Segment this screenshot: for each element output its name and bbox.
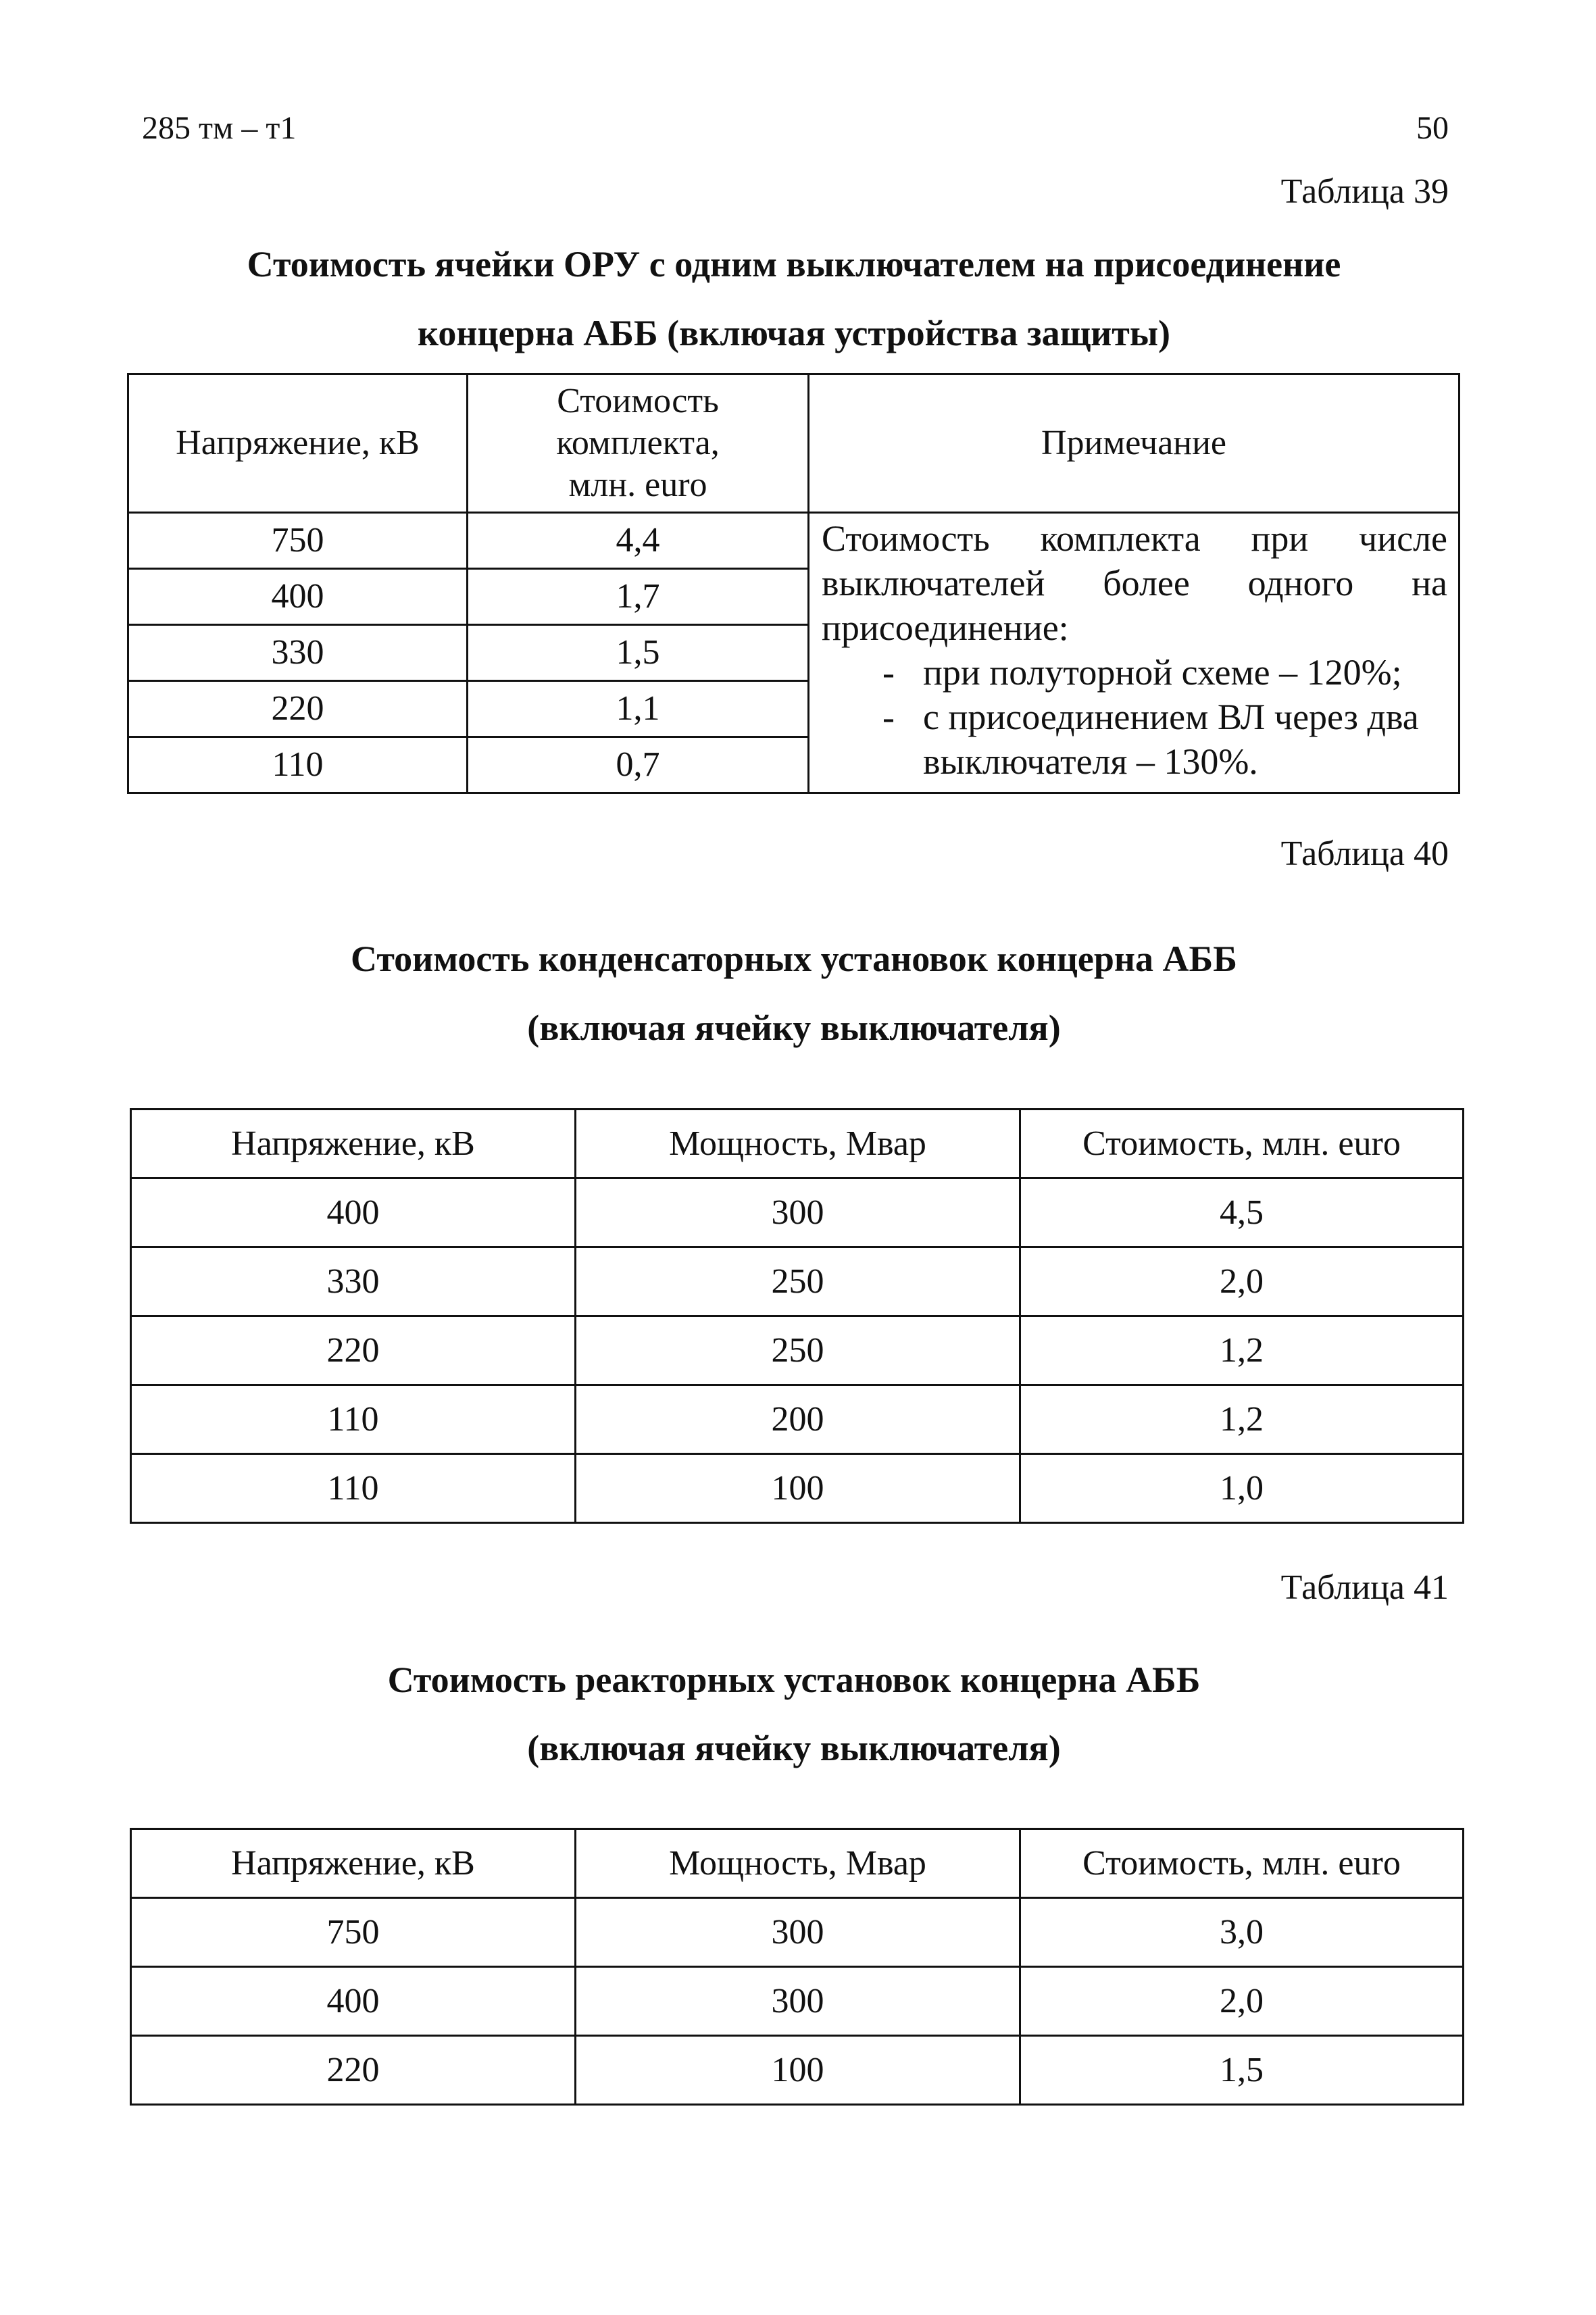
table-cell-cost: 4,4 [468,513,809,569]
table-41-title-line1: Стоимость реакторных установок концерна АББ [387,1660,1201,1700]
table-cell-cost: 2,0 [1020,1967,1464,2036]
table-cell-voltage: 400 [131,1178,576,1247]
note-list-item [822,695,1447,784]
table-cell-cost: 0,7 [468,737,809,793]
column-header-cost [468,374,809,513]
column-header-voltage: Напряжение, кВ [131,1110,576,1178]
table-40-title-line2: (включая ячейку выключателя) [527,1007,1061,1048]
table-cell-voltage: 750 [128,513,468,569]
table-cell-power: 300 [576,1967,1020,2036]
column-header-power: Мощность, Мвар [576,1110,1020,1178]
note-list-item [822,650,1447,695]
column-header-cost: Стоимость, млн. euro [1020,1829,1464,1898]
note-list [822,650,1447,784]
table-cell-power: 100 [576,1454,1020,1523]
column-header-voltage: Напряжение, кВ [128,374,468,513]
cost-header-line1: Стоимость [557,382,719,420]
table-40-title-line1: Стоимость конденсаторных установок концерна АББ [351,939,1237,979]
table-cell-voltage: 220 [128,681,468,737]
table-39-label: Таблица 39 [1280,172,1449,211]
table-cell-voltage: 110 [131,1454,576,1523]
table-39-note-cell [809,513,1460,793]
table-cell-cost: 1,5 [468,625,809,681]
table-41-title-line2: (включая ячейку выключателя) [527,1728,1061,1768]
column-header-cost: Стоимость, млн. euro [1020,1110,1464,1178]
note-bullet: - [882,652,895,693]
page-number: 50 [1416,110,1449,146]
table-cell-cost: 3,0 [1020,1898,1464,1967]
table-39-title-line2: концерна АББ (включая устройства защиты) [418,313,1170,353]
document-code: 285 тм – т1 [142,110,297,146]
table-cell-cost: 1,7 [468,569,809,625]
note-intro: Стоимость комплекта при числе выключателей более одного на присоединение: [822,518,1447,648]
column-header-note: Примечание [809,374,1460,513]
table-cell-cost: 1,2 [1020,1316,1464,1385]
table-cell-voltage: 220 [131,2036,576,2105]
table-cell-cost: 1,2 [1020,1385,1464,1454]
table-39 [127,373,1460,794]
table-41-label: Таблица 41 [1280,1568,1449,1607]
table-cell-power: 300 [576,1178,1020,1247]
column-header-power: Мощность, Мвар [576,1829,1020,1898]
table-cell-voltage: 400 [128,569,468,625]
table-cell-cost: 2,0 [1020,1247,1464,1316]
table-cell-power: 250 [576,1316,1020,1385]
table-cell-cost: 1,0 [1020,1454,1464,1523]
cost-header-line2: комплекта, [556,424,720,462]
table-cell-power: 200 [576,1385,1020,1454]
table-cell-voltage: 750 [131,1898,576,1967]
column-header-voltage: Напряжение, кВ [131,1829,576,1898]
table-cell-cost: 1,1 [468,681,809,737]
note-item-text: с присоединением ВЛ через два выключателя – 130%. [923,697,1419,782]
table-cell-voltage: 110 [128,737,468,793]
table-cell-power: 100 [576,2036,1020,2105]
note-item-text: при полуторной схеме – 120%; [923,652,1402,693]
table-cell-cost: 4,5 [1020,1178,1464,1247]
table-cell-power: 250 [576,1247,1020,1316]
table-39-title-line1: Стоимость ячейки ОРУ с одним выключателем на присоединение [247,244,1341,284]
table-40-label: Таблица 40 [1280,835,1449,873]
table-cell-voltage: 330 [128,625,468,681]
table-cell-voltage: 330 [131,1247,576,1316]
cost-header-line3: млн. euro [568,466,707,504]
note-bullet: - [882,697,895,737]
table-cell-cost: 1,5 [1020,2036,1464,2105]
table-40 [130,1108,1464,1524]
table-cell-power: 300 [576,1898,1020,1967]
table-cell-voltage: 220 [131,1316,576,1385]
table-cell-voltage: 400 [131,1967,576,2036]
table-41 [130,1828,1464,2106]
table-cell-voltage: 110 [131,1385,576,1454]
